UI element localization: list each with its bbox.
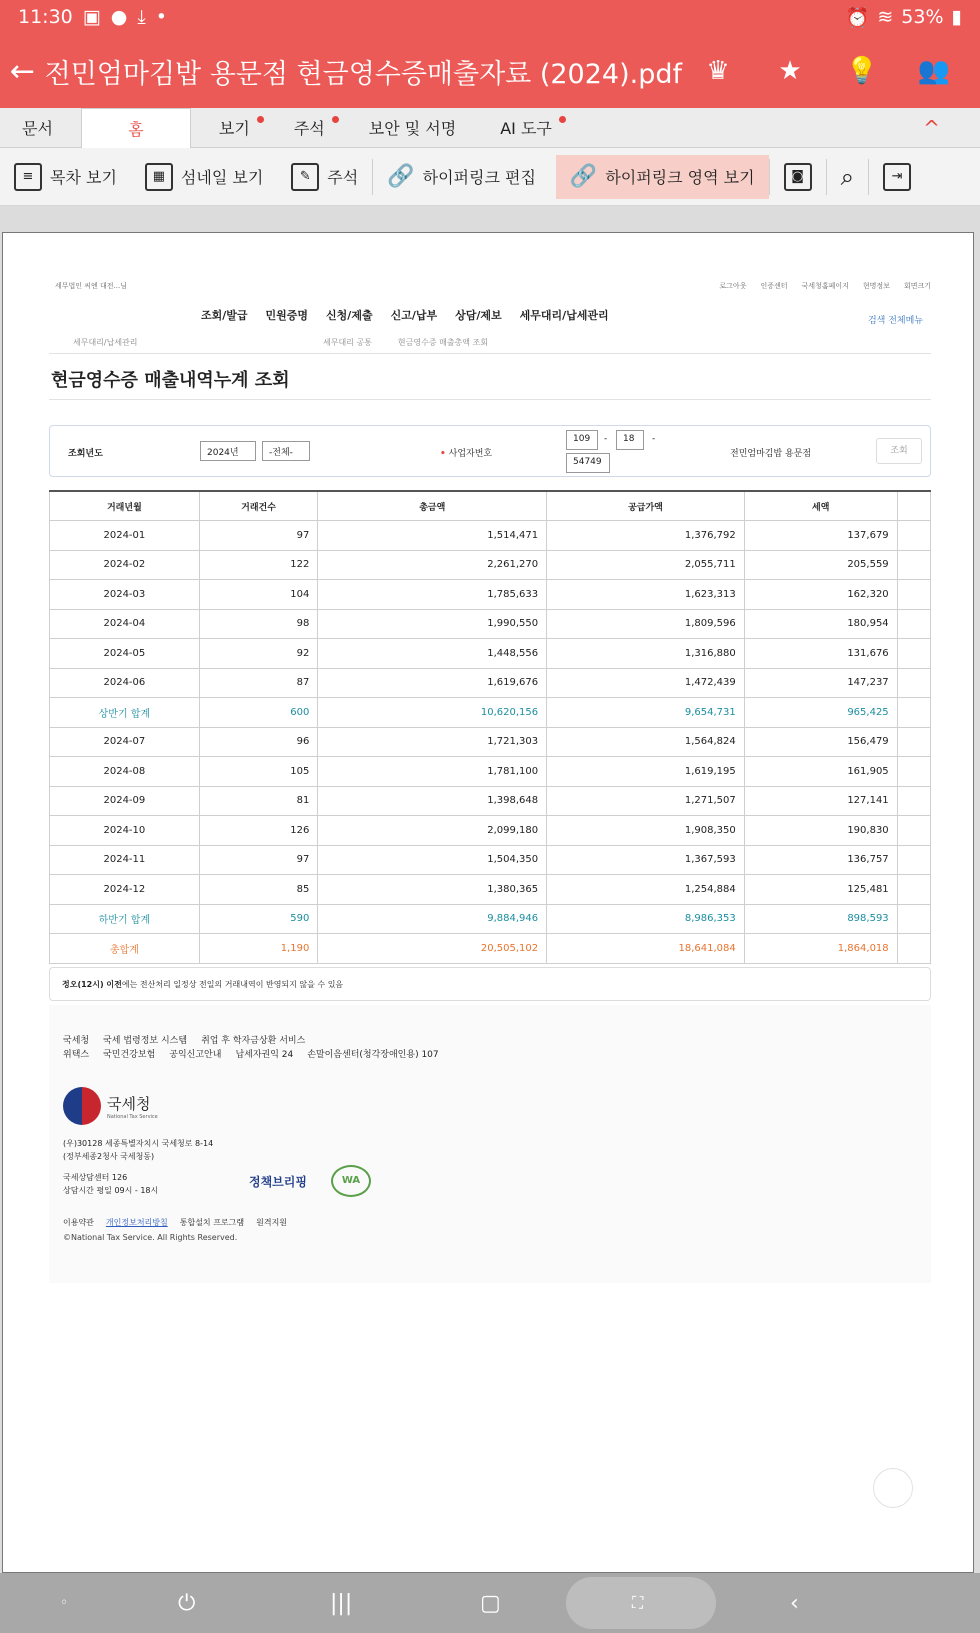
table-row: [50, 639, 931, 669]
table-cell: 92: [199, 639, 318, 669]
table-cell: 898,593: [744, 904, 897, 934]
table-cell: 190,830: [744, 816, 897, 846]
pdf-page: [2, 232, 974, 1573]
nts-emblem-icon: [63, 1087, 101, 1125]
privacy-link: 개인정보처리방침: [105, 1218, 168, 1227]
table-cell: 81: [199, 786, 318, 816]
table-cell: 600: [199, 698, 318, 728]
business-name: 전민엄마김밥 용문점: [730, 449, 812, 459]
table-cell: 131,676: [744, 639, 897, 669]
footer-link: 국세 법령정보 시스템: [103, 1036, 188, 1046]
address: [63, 1137, 213, 1163]
toc-icon: ≡: [14, 163, 42, 191]
footer-links: [63, 1033, 305, 1046]
table-cell: 161,905: [744, 757, 897, 787]
menu-item: 신청/제출: [326, 309, 373, 322]
table-cell: 126: [199, 816, 318, 846]
table-cell: 1,781,100: [318, 757, 547, 787]
table-cell-empty: [897, 816, 930, 846]
table-cell: 87: [199, 668, 318, 698]
table-cell: 965,425: [744, 698, 897, 728]
table-cell: 127,141: [744, 786, 897, 816]
table-cell: 137,679: [744, 521, 897, 551]
table-cell: 2,055,711: [547, 550, 745, 580]
thumbnail-icon: ▦: [145, 163, 173, 191]
table-cell-empty: [897, 845, 930, 875]
table-row: [50, 580, 931, 610]
year-label: 조회년도: [68, 449, 103, 459]
table-cell: 8,986,353: [547, 904, 745, 934]
table-cell: 1,316,880: [547, 639, 745, 669]
top-link: 로그아웃: [719, 282, 747, 290]
capture-button[interactable]: [770, 155, 826, 199]
top-link: 회면크기: [903, 282, 931, 290]
tab-view-label: 보기: [218, 119, 250, 138]
battery-level: 53%: [901, 6, 944, 28]
table-cell: 2024-03: [50, 580, 200, 610]
col-header: 총금액: [318, 491, 547, 521]
camera-icon: ◙: [784, 163, 812, 191]
org-name: 국세청: [107, 1094, 151, 1113]
footer-links: [63, 1047, 439, 1060]
center-line: 상담시간 평일 09시 - 18시: [63, 1186, 159, 1195]
download-icon: ⤓: [137, 6, 146, 28]
table-cell: 2024-09: [50, 786, 200, 816]
menu-item: 민원증명: [265, 309, 309, 322]
table-cell: 98: [199, 609, 318, 639]
policy-briefing-logo: 정책브리핑: [249, 1175, 307, 1189]
table-row: [50, 609, 931, 639]
clock: 11:30: [18, 6, 73, 28]
table-cell: 2024-04: [50, 609, 200, 639]
site-top-nav: [55, 281, 931, 291]
top-link: 현명정보: [862, 282, 890, 290]
address-line: (우)30128 세종특별자치시 국세청로 8-14: [63, 1139, 214, 1148]
table-cell: 상반기 합계: [50, 698, 200, 728]
table-cell-empty: [897, 786, 930, 816]
table-cell: 85: [199, 875, 318, 905]
menu-item: 상담/제보: [455, 309, 502, 322]
footer-link: 손말이음센터(청각장애인용) 107: [307, 1050, 439, 1060]
table-cell: 180,954: [744, 609, 897, 639]
pdf-viewer[interactable]: [0, 206, 980, 1573]
table-cell: 1,721,303: [318, 727, 547, 757]
table-row: [50, 668, 931, 698]
dot-icon: •: [155, 6, 167, 28]
table-cell: 2024-01: [50, 521, 200, 551]
footer-link: 위택스: [63, 1050, 90, 1060]
table-row: [50, 904, 931, 934]
sales-table: [49, 490, 931, 964]
tab-annotate[interactable]: [272, 108, 347, 148]
table-cell: 9,884,946: [318, 904, 547, 934]
thumbnail-label: 섬네일 보기: [180, 168, 264, 187]
annotation-button[interactable]: [277, 155, 372, 199]
crown-icon[interactable]: ♛: [706, 56, 730, 86]
back-icon[interactable]: ‹: [790, 1590, 799, 1616]
table-cell: 총합계: [50, 934, 200, 964]
breadcrumb: [73, 337, 933, 348]
menu-item: 신고/납부: [390, 309, 438, 322]
user-greeting: 세무법인 씨엔 대전...님: [55, 282, 127, 290]
table-cell: 147,237: [744, 668, 897, 698]
policy-link: 통합설치 프로그램: [179, 1218, 245, 1227]
table-cell: 2,261,270: [318, 550, 547, 580]
table-cell: 18,641,084: [547, 934, 745, 964]
annotation-label: 주석: [327, 168, 359, 187]
table-cell: 2024-10: [50, 816, 200, 846]
table-cell: 1,809,596: [547, 609, 745, 639]
top-link: 국세청홈페이지: [801, 282, 849, 290]
table-cell: 136,757: [744, 845, 897, 875]
menu-item: 조회/발급: [201, 309, 248, 322]
tab-security[interactable]: 보안 및 서명: [368, 119, 457, 138]
crumb-item: 세무대리 공통: [323, 338, 372, 347]
search-panel: [49, 425, 931, 477]
page-title: 현금영수증 매출내역누계 조회: [51, 370, 290, 391]
biz-number-2: 18: [616, 430, 644, 450]
table-cell: 97: [199, 845, 318, 875]
table-cell-empty: [897, 609, 930, 639]
table-cell: 156,479: [744, 727, 897, 757]
dash: -: [652, 434, 656, 444]
toc-label: 목차 보기: [50, 168, 117, 187]
table-cell: 1,398,648: [318, 786, 547, 816]
tab-view[interactable]: [197, 108, 272, 148]
table-cell: 20,505,102: [318, 934, 547, 964]
org-name-en: National Tax Service: [107, 1113, 158, 1120]
table-cell: 2024-07: [50, 727, 200, 757]
floating-scroll-button[interactable]: [873, 1468, 913, 1508]
table-cell: 104: [199, 580, 318, 610]
table-cell: 1,254,884: [547, 875, 745, 905]
crumb-item: 현금영수증 매출총액 조회: [397, 338, 489, 347]
table-cell-empty: [897, 727, 930, 757]
table-cell: 2,099,180: [318, 816, 547, 846]
divider: [49, 353, 931, 354]
table-cell: 1,990,550: [318, 609, 547, 639]
table-cell-empty: [897, 639, 930, 669]
table-row: [50, 786, 931, 816]
search-icon: ⌕: [840, 162, 855, 191]
table-cell: 1,864,018: [744, 934, 897, 964]
table-cell: 10,620,156: [318, 698, 547, 728]
site-footer: [49, 1005, 931, 1283]
dot-icon: ◦: [60, 1595, 69, 1611]
table-cell: 1,504,350: [318, 845, 547, 875]
new-dot-icon: [257, 116, 264, 123]
system-nav-bar: [0, 1573, 980, 1633]
table-cell: 205,559: [744, 550, 897, 580]
lightbulb-icon[interactable]: 💡: [845, 56, 879, 86]
table-cell: 97: [199, 521, 318, 551]
table-cell: 1,376,792: [547, 521, 745, 551]
table-cell: 1,367,593: [547, 845, 745, 875]
table-cell: 1,514,471: [318, 521, 547, 551]
back-arrow-icon[interactable]: ←: [9, 53, 35, 89]
hyperlink-view-button[interactable]: [556, 155, 769, 199]
table-cell: 1,785,633: [318, 580, 547, 610]
notice: [49, 967, 931, 1001]
table-cell: 하반기 합계: [50, 904, 200, 934]
table-row: [50, 757, 931, 787]
table-cell-empty: [897, 580, 930, 610]
table-cell: 1,472,439: [547, 668, 745, 698]
screenshot-icon[interactable]: ⛶: [632, 1593, 644, 1612]
crumb-section: 세무대리/납세관리: [73, 338, 138, 347]
home-icon[interactable]: ▢: [480, 1590, 501, 1616]
document-title: 전민엄마김밥 용문점 현금영수증매출자료 (2024).pdf: [44, 58, 682, 90]
table-cell: 162,320: [744, 580, 897, 610]
table-cell: 1,623,313: [547, 580, 745, 610]
footer-link: 공익신고안내: [169, 1050, 222, 1060]
dash: -: [604, 434, 608, 444]
menu-search-all: 검색 전체메뉴: [867, 316, 923, 326]
table-cell: 1,564,824: [547, 727, 745, 757]
table-cell: 2024-08: [50, 757, 200, 787]
table-cell: 9,654,731: [547, 698, 745, 728]
table-cell: 1,380,365: [318, 875, 547, 905]
policy-links: [63, 1217, 287, 1228]
share-user-icon[interactable]: 👥: [917, 56, 951, 86]
notice-text: 에는 전산처리 일정상 전일의 거래내역이 반영되지 않을 수 있음: [121, 980, 344, 989]
hyperlink-edit-label: 하이퍼링크 편집: [422, 168, 536, 187]
star-icon[interactable]: ★: [778, 56, 802, 86]
table-cell-empty: [897, 550, 930, 580]
toolbar: [0, 148, 980, 206]
table-cell: 125,481: [744, 875, 897, 905]
export-button[interactable]: [869, 155, 925, 199]
table-cell: 1,619,676: [318, 668, 547, 698]
col-header: 거래건수: [199, 491, 318, 521]
wifi-icon: ≋: [877, 6, 894, 28]
thumbnail-button[interactable]: [131, 155, 277, 199]
link-icon: 🔗: [387, 164, 415, 189]
tab-annotate-label: 주석: [293, 119, 325, 138]
footer-link: 납세자권익 24: [235, 1050, 294, 1060]
table-cell: 2024-12: [50, 875, 200, 905]
tab-ai-label: AI 도구: [500, 119, 552, 138]
table-cell: 1,448,556: [318, 639, 547, 669]
table-row: [50, 845, 931, 875]
table-cell: 1,190: [199, 934, 318, 964]
hyperlink-view-label: 하이퍼링크 영역 보기: [605, 168, 755, 187]
table-cell: 590: [199, 904, 318, 934]
toc-button[interactable]: [0, 155, 131, 199]
divider: [49, 399, 931, 400]
account-icon: ●: [110, 6, 128, 28]
site-menu: [201, 307, 609, 323]
tab-document[interactable]: 문서: [22, 119, 53, 138]
table-row: [50, 727, 931, 757]
policy-link: 원격지원: [256, 1218, 288, 1227]
annotation-icon: ✎: [291, 163, 319, 191]
address-line: (정부세종2청사 국세청동): [63, 1152, 155, 1161]
recents-icon[interactable]: |||: [330, 1590, 353, 1616]
collapse-chevron-icon[interactable]: ^: [923, 115, 940, 140]
status-bar: [0, 0, 980, 34]
link-view-icon: 🔗: [569, 164, 598, 189]
table-row: [50, 698, 931, 728]
call-center: [63, 1171, 158, 1197]
center-line: 국세상담센터 126: [63, 1173, 128, 1182]
col-header: 세액: [744, 491, 897, 521]
new-dot-icon: [559, 116, 566, 123]
col-header: 거래년월: [50, 491, 200, 521]
notice-bold: 정오(12시) 이전: [62, 980, 122, 989]
hyperlink-edit-button[interactable]: [373, 155, 550, 199]
table-row: [50, 521, 931, 551]
search-button[interactable]: [827, 155, 868, 199]
biz-label-text: 사업자번호: [448, 449, 493, 459]
biz-number-3: 54749: [566, 453, 610, 473]
power-icon[interactable]: ⏻: [178, 1590, 196, 1616]
table-cell-empty: [897, 934, 930, 964]
table-cell: 2024-05: [50, 639, 200, 669]
footer-link: 취업 후 학자금상환 서비스: [201, 1036, 306, 1046]
app-bar: [0, 34, 980, 108]
nts-logo: [63, 1087, 158, 1125]
battery-icon: ▮: [951, 6, 962, 28]
ribbon-tabs: [0, 108, 980, 148]
col-header-empty: [897, 491, 930, 521]
wa-certification-logo: WA: [331, 1165, 371, 1197]
table-header-row: [50, 491, 931, 521]
tab-ai-tools[interactable]: [478, 108, 574, 148]
table-row: [50, 934, 931, 964]
gallery-icon: ▣: [82, 6, 101, 28]
table-cell: 2024-02: [50, 550, 200, 580]
table-cell-empty: [897, 875, 930, 905]
export-icon: ⇥: [883, 163, 911, 191]
table-cell: 105: [199, 757, 318, 787]
period-select: -전체-: [262, 441, 310, 461]
table-cell: 2024-11: [50, 845, 200, 875]
col-header: 공급가액: [547, 491, 745, 521]
footer-link: 국세청: [63, 1036, 90, 1046]
table-cell-empty: [897, 904, 930, 934]
table-cell-empty: [897, 668, 930, 698]
table-cell: 2024-06: [50, 668, 200, 698]
table-cell-empty: [897, 757, 930, 787]
tab-home[interactable]: 홈: [81, 108, 191, 148]
biz-number-1: 109: [566, 430, 598, 450]
biz-number-label: • 사업자번호: [440, 449, 493, 459]
table-cell-empty: [897, 521, 930, 551]
table-cell: 122: [199, 550, 318, 580]
copyright: ©National Tax Service. All Rights Reserved.: [63, 1233, 238, 1242]
footer-link: 국민건강보험: [103, 1050, 156, 1060]
policy-link: 이용약관: [63, 1218, 94, 1227]
table-cell: 1,619,195: [547, 757, 745, 787]
table-cell: 1,271,507: [547, 786, 745, 816]
year-select: 2024년: [200, 441, 256, 461]
table-row: [50, 550, 931, 580]
new-dot-icon: [332, 116, 339, 123]
table-cell-empty: [897, 698, 930, 728]
menu-item: 세무대리/납세관리: [519, 309, 609, 322]
table-row: [50, 875, 931, 905]
query-button: 조회: [876, 438, 922, 464]
alarm-icon: ⏰: [845, 6, 870, 29]
top-link: 인증센터: [760, 282, 788, 290]
table-row: [50, 816, 931, 846]
table-cell: 1,908,350: [547, 816, 745, 846]
table-cell: 96: [199, 727, 318, 757]
